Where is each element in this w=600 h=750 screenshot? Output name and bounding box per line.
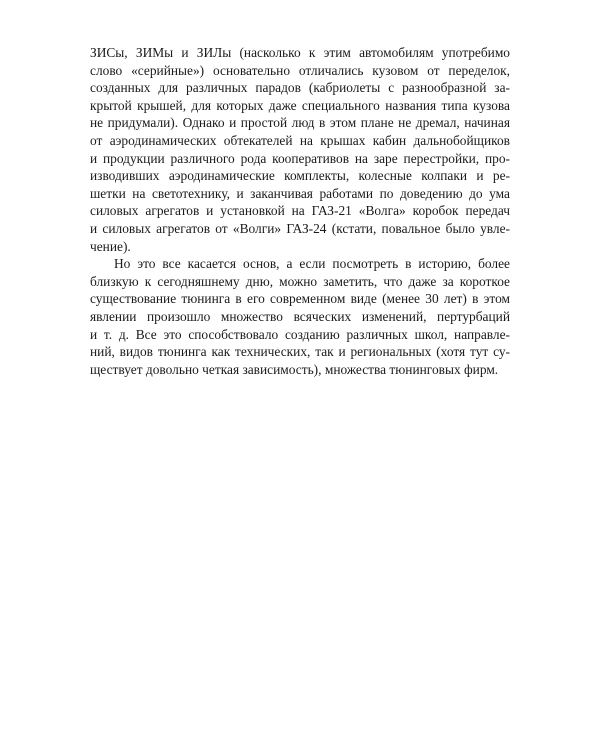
text-line: существование тюнинга в его современном виде (менее 30 лет) в этом bbox=[90, 291, 510, 307]
text-line: не придумали). Однако и простой люд в этом плане не дремал, начиная bbox=[90, 115, 510, 131]
body-text bbox=[90, 44, 510, 378]
text-line: близкую к сегодняшнему дню, можно заметить, что даже за короткое bbox=[90, 273, 510, 289]
text-line: слово «серийные») основательно отличались кузовом от переделок, bbox=[90, 62, 510, 78]
text-line: ществует довольно четкая зависимость), множества тюнинговых фирм. bbox=[90, 361, 499, 377]
text-line: и т. д. Все это способствовало созданию различных школ, направле- bbox=[90, 326, 510, 342]
paragraph-1 bbox=[90, 44, 510, 255]
text-line: от аэродинамических обтекателей на крышах кабин дальнобойщиков bbox=[90, 132, 510, 148]
text-line: Но это все касается основ, а если посмотреть в историю, более bbox=[114, 256, 510, 272]
text-line: ний, видов тюнинга как технических, так и региональных (хотя тут су- bbox=[90, 344, 510, 360]
paragraph-2 bbox=[90, 255, 510, 378]
text-line: созданных для различных парадов (кабриолеты с разнообразной за- bbox=[90, 80, 510, 96]
text-line: шетки на светотехнику, и заканчивая работами по доведению до ума bbox=[90, 185, 510, 201]
text-line: чение). bbox=[90, 238, 131, 254]
text-line: и силовых агрегатов от «Волги» ГАЗ-24 (кстати, повальное было увле- bbox=[90, 220, 510, 236]
text-line: ЗИСы, ЗИМы и ЗИЛы (насколько к этим автомобилям употребимо bbox=[90, 45, 510, 60]
text-line: явлении произошло множество всяческих изменений, пертурбаций bbox=[90, 308, 510, 324]
text-line: и продукции различного рода кооперативов на заре перестройки, про- bbox=[90, 150, 510, 166]
text-line: силовых агрегатов и установкой на ГАЗ-21 «Волга» коробок передач bbox=[90, 203, 510, 219]
text-line: изводивших аэродинамические комплекты, колесные колпаки и ре- bbox=[90, 168, 510, 184]
text-line: крытой крышей, для которых даже специального названия типа кузова bbox=[90, 97, 510, 113]
